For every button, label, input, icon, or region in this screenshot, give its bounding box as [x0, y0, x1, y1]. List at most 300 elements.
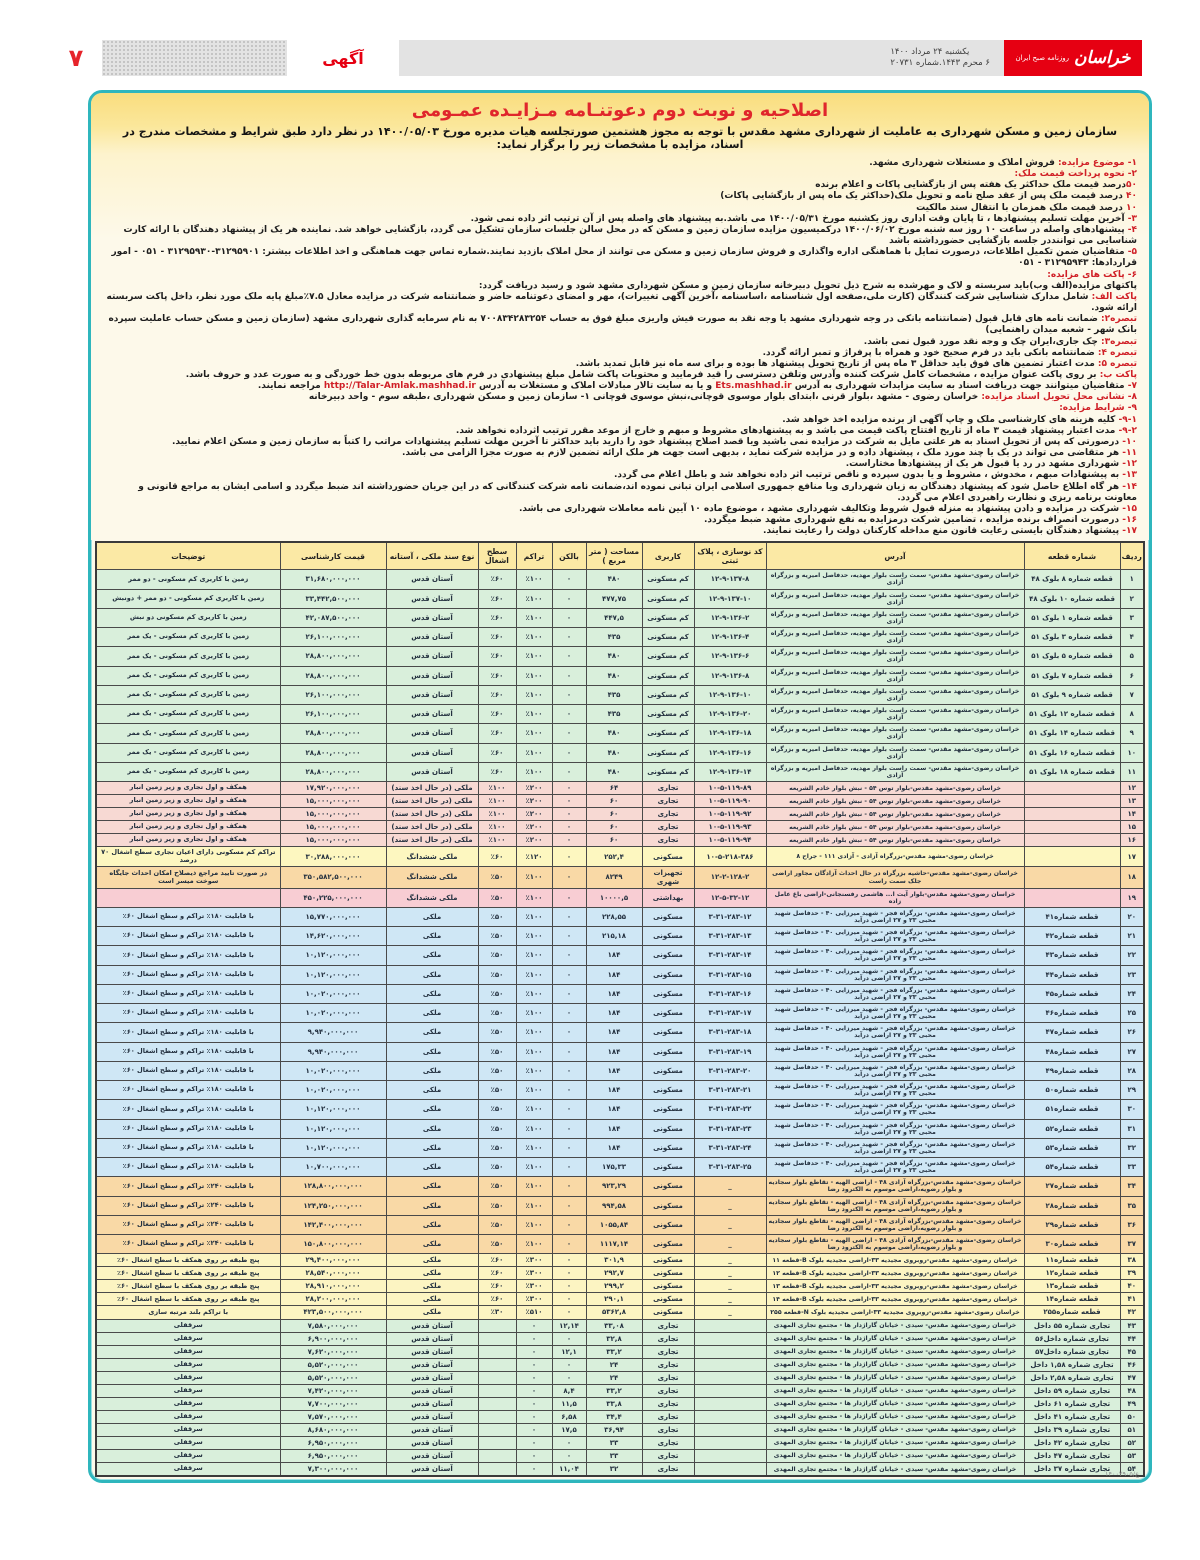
cell-occ: ٪۱۰۰ [478, 834, 516, 847]
cell-code: _ [694, 1306, 766, 1319]
clause-label: ۱۵- [1122, 503, 1137, 514]
cell-code: ۳-۳۱-۲۸۳-۱۷ [694, 1004, 766, 1023]
cell-n: ۵ [1120, 647, 1144, 666]
cell-note: سرقفلی [96, 1332, 280, 1345]
cell-den: ٪۱۰۰ [516, 570, 552, 589]
clause-label: ۱۰- [1122, 436, 1137, 447]
cell-den: ٪۱۰۰ [516, 1196, 552, 1215]
cell-den: ٪۱۰۰ [516, 647, 552, 666]
table-row [96, 1081, 1144, 1100]
cell-addr: خراسان رضوی-مشهد مقدس- سمت راست بلوار مهدیه، حدفاصل امیریه و بزرگراه آزادی [766, 724, 1024, 743]
cell-occ: ٪۵۰ [478, 1004, 516, 1023]
cell-den: ۰ [516, 1384, 552, 1397]
cell-occ: ٪۱۰۰ [478, 795, 516, 808]
cell-den: ٪۱۲۰ [516, 847, 552, 867]
cell-den: ٪۱۰۰ [516, 965, 552, 984]
cell-den: ٪۱۰۰ [516, 762, 552, 781]
cell-area: ۴۸۰ [586, 666, 642, 685]
cell-price: ۱۰,۷۰۰,۰۰۰,۰۰۰ [280, 1158, 386, 1177]
cell-deed: ملکی [386, 1235, 478, 1254]
table-row [96, 762, 1144, 781]
cell-use: کم مسکونی [642, 589, 694, 608]
cell-n: ۱۲ [1120, 782, 1144, 795]
cell-n: ۷ [1120, 685, 1144, 704]
cell-plot [1024, 867, 1120, 888]
cell-balc: ۰ [552, 1138, 586, 1157]
cell-den: ٪۱۰۰ [516, 984, 552, 1003]
cell-note: همکف و اول تجاری و زیر زمین انبار [96, 821, 280, 834]
clause-label: پاکت ب: [1099, 369, 1137, 380]
cell-n: ۶ [1120, 666, 1144, 685]
cell-den: ٪۳۰۰ [516, 1293, 552, 1306]
cell-price: ۷,۵۷۰,۰۰۰,۰۰۰ [280, 1410, 386, 1423]
cell-addr: خراسان رضوی-مشهد مقدس-بزرگراه آزادی - آزادی ۱۱۱ - جراح ۸ [766, 847, 1024, 867]
cell-den: ٪۲۰۰ [516, 834, 552, 847]
header-spacer [399, 40, 876, 76]
cell-area: ۲۹۲,۷ [586, 1267, 642, 1280]
cell-deed: ملکی [386, 1004, 478, 1023]
clause-text: ضمانتنامه بانکی باید در فرم صحیح خود و همراه با پرفراژ و تمبر ارائه گردد. [762, 347, 1098, 358]
cell-use: کم مسکونی [642, 628, 694, 647]
cell-balc: ۰ [552, 1267, 586, 1280]
cell-balc: ۰ [552, 705, 586, 724]
cell-den: ٪۱۰۰ [516, 1215, 552, 1234]
cell-price: ۷,۳۰۰,۰۰۰,۰۰۰ [280, 1463, 386, 1477]
cell-addr: خراسان رضوی-مشهد مقدس- بزرگراه فجر - شهید میرزایی ۴۰ - حدفاصل شهید محبی ۲۳ و ۲۷ اراضی درآبد [766, 1100, 1024, 1119]
cell-occ [478, 1410, 516, 1423]
cell-area: ۳۶,۹۴ [586, 1423, 642, 1436]
cell-code: ۳-۳۱-۲۸۳-۲۵ [694, 1158, 766, 1177]
cell-addr: خراسان رضوی-مشهد مقدس- سمت راست بلوار مهدیه، حدفاصل امیریه و بزرگراه آزادی [766, 570, 1024, 589]
cell-balc: ۰ [552, 1100, 586, 1119]
cell-deed: ملکی [386, 946, 478, 965]
date-issue-block [876, 40, 1004, 76]
cell-price: ۱۰,۱۲۰,۰۰۰,۰۰۰ [280, 946, 386, 965]
cell-plot: قطعه شماره ۷ بلوک ۵۱ [1024, 666, 1120, 685]
cell-den: ۰ [516, 1319, 552, 1332]
cell-price: ۲۸,۸۰۰,۰۰۰,۰۰۰ [280, 666, 386, 685]
cell-occ: ٪۵۰ [478, 1100, 516, 1119]
table-row [96, 1119, 1144, 1138]
cell-occ: ٪۵۰ [478, 1061, 516, 1080]
clause-label: ۲- نحوه پرداخت قیمت ملک: [1014, 169, 1137, 180]
cell-deed: ملکی [386, 1177, 478, 1196]
cell-use: تجاری [642, 1358, 694, 1371]
cell-note: با قابلیت ۲۴۰٪ تراکم و سطح اشغال ۶۰٪ [96, 1235, 280, 1254]
column-header: کاربری [642, 542, 694, 570]
cell-code [694, 1436, 766, 1449]
cell-price: ۳۵۰,۵۸۲,۵۰۰,۰۰۰ [280, 867, 386, 888]
section-label: آگهی [287, 40, 399, 76]
cell-plot: قطعه شماره۵۴ [1024, 1158, 1120, 1177]
cell-area: ۶۴ [586, 782, 642, 795]
cell-note: سرقفلی [96, 1450, 280, 1463]
cell-price: ۲۸,۸۰۰,۰۰۰,۰۰۰ [280, 724, 386, 743]
cell-price: ۳۰,۲۸۸,۰۰۰,۰۰۰ [280, 847, 386, 867]
cell-deed: ملکی [386, 984, 478, 1003]
cell-code: ۳-۳۱-۲۸۳-۱۶ [694, 984, 766, 1003]
cell-n: ۲۷ [1120, 1042, 1144, 1061]
clause-text: خراسان رضوی - مشهد ،بلوار قرنی ،ابتدای بلوار موسوی قوچانی،نبش موسوی قوچانی ۱- سازمان زمین و مسکن شهرداری ،طبقه سوم - واحد دبیرخانه [308, 392, 982, 403]
cell-area: ۴۸۰ [586, 647, 642, 666]
cell-balc: ۰ [552, 1023, 586, 1042]
cell-use: مسکونی [642, 1023, 694, 1042]
cell-use: مسکونی [642, 1081, 694, 1100]
cell-area: ۶۰ [586, 808, 642, 821]
cell-occ: ٪۵۰ [478, 946, 516, 965]
cell-area: ۲۵۲,۴ [586, 847, 642, 867]
cell-price: ۱۰,۰۲۰,۰۰۰,۰۰۰ [280, 1004, 386, 1023]
cell-note: با قابلیت ۲۴۰٪ تراکم و سطح اشغال ۶۰٪ [96, 1215, 280, 1234]
clause-label: ۱۷- [1122, 526, 1137, 537]
cell-den: ٪۱۰۰ [516, 888, 552, 907]
cell-plot: تجاری شماره ۵۹ داخل [1024, 1384, 1120, 1397]
cell-addr: خراسان رضوی-مشهد مقدس- بزرگراه فجر - شهید میرزایی ۴۰ - حدفاصل شهید محبی ۲۳ و ۲۷ اراضی درآبد [766, 1061, 1024, 1080]
table-row [96, 808, 1144, 821]
cell-use: کم مسکونی [642, 762, 694, 781]
table-row [96, 795, 1144, 808]
cell-addr: خراسان رضوی-مشهد مقدس- بزرگراه فجر - شهید میرزایی ۴۰ - حدفاصل شهید محبی ۲۳ و ۲۷ اراضی درآبد [766, 1138, 1024, 1157]
cell-occ [478, 1384, 516, 1397]
clause-text: درصورت انصراف برنده مزایده ، تضامین شرکت درمزایده به نفع شهرداری مشهد ضبط میگردد. [704, 515, 1123, 525]
clause-label: Ets.mashhad.ir [715, 381, 792, 392]
cell-balc: ۰ [552, 907, 586, 926]
dotted-pattern [102, 40, 287, 76]
cell-code: ۱۰-۵-۱۱۹-۹۳ [694, 821, 766, 834]
cell-area: ۱۸۴ [586, 1042, 642, 1061]
cell-note: پنج طبقه بر روی همکف با سطح اشغال ۶۰٪ [96, 1254, 280, 1267]
cell-n: ۱۵ [1120, 821, 1144, 834]
cell-price: ۵,۵۲۰,۰۰۰,۰۰۰ [280, 1371, 386, 1384]
cell-occ: ٪۱۰۰ [478, 821, 516, 834]
cell-use: مسکونی [642, 1138, 694, 1157]
cell-den: ٪۲۰۰ [516, 795, 552, 808]
cell-price: ۲۶,۱۰۰,۰۰۰,۰۰۰ [280, 705, 386, 724]
table-row [96, 1450, 1144, 1463]
cell-balc: ۰ [552, 1004, 586, 1023]
cell-area: ۱۷۵,۳۳ [586, 1158, 642, 1177]
cell-plot: قطعه شماره۱۴ [1024, 1293, 1120, 1306]
cell-area: ۱۸۴ [586, 1081, 642, 1100]
cell-area: ۸۲۴۹ [586, 867, 642, 888]
cell-den: ۰ [516, 1332, 552, 1345]
cell-use: کم مسکونی [642, 705, 694, 724]
cell-code: _ [694, 1254, 766, 1267]
cell-n: ۳۴ [1120, 1177, 1144, 1196]
column-header: نوع سند ملکی ، آستانه [386, 542, 478, 570]
cell-balc: ۰ [552, 589, 586, 608]
clause-text: شهرداری مشهد در رد یا قبول هر یک از پیشنهادها مختاراست. [845, 459, 1123, 470]
cell-use: مسکونی [642, 1042, 694, 1061]
cell-plot: تجاری شماره ۳۷ داخل [1024, 1463, 1120, 1477]
cell-price: ۲۸,۹۱۰,۰۰۰,۰۰۰ [280, 1280, 386, 1293]
cell-balc: ۰ [552, 1119, 586, 1138]
cell-plot: تجاری شماره داخل۵۷ [1024, 1345, 1120, 1358]
clause-text: ضمانت نامه های قابل قبول (ضمانتنامه بانکی در وجه شهرداری مشهد یا وجه نقد به صورت فیش واریزی مبلغ فوق به حساب ۷۰۰۸۳۴۲۸۳۲۵۴ به نام سرمایه گذاری شهرداری مشهد (سازمان زمین و مسکن حساب عاملیت سپرده بانک شهر - شعبه میدان راهنمایی) [108, 314, 1137, 336]
table-row [96, 1267, 1144, 1280]
table-row [96, 1332, 1144, 1345]
cell-den: ٪۱۰۰ [516, 1042, 552, 1061]
cell-note: سرقفلی [96, 1319, 280, 1332]
cell-code [694, 1463, 766, 1477]
cell-addr: خراسان رضوی-مشهد مقدس- سیدی - خیابان گاراژدار ها - مجتمع تجاری المهدی [766, 1436, 1024, 1449]
cell-note: سرقفلی [96, 1410, 280, 1423]
cell-n: ۱۱ [1120, 762, 1144, 781]
cell-plot: قطعه شماره ۵ بلوک ۵۱ [1024, 647, 1120, 666]
cell-den: ٪۲۰۰ [516, 808, 552, 821]
cell-use: تجاری [642, 1319, 694, 1332]
cell-balc: ۰ [552, 666, 586, 685]
clause-line [103, 180, 1137, 191]
cell-occ: ٪۵۰ [478, 1081, 516, 1100]
cell-price: ۱۵۰,۸۰۰,۰۰۰,۰۰۰ [280, 1235, 386, 1254]
cell-addr: خراسان رضوی-مشهد مقدس-بزرگراه آزادی ۴۸ - اراضی الهیه - تقاطع بلوار سجادیه و بلوار رضویه،اراضی موسوم به الکترود رضا [766, 1215, 1024, 1234]
cell-deed: ملکی [386, 1158, 478, 1177]
cell-n: ۴۹ [1120, 1397, 1144, 1410]
cell-price: ۴۵۰,۲۲۵,۰۰۰,۰۰۰ [280, 888, 386, 907]
cell-den: ٪۱۰۰ [516, 1023, 552, 1042]
clause-line [103, 214, 1137, 225]
clause-line [103, 292, 1137, 314]
cell-plot: قطعه شماره ۸ بلوک ۴۸ [1024, 570, 1120, 589]
cell-price: ۲۸,۲۰۰,۰۰۰,۰۰۰ [280, 1293, 386, 1306]
clause-label: ۷- [1127, 381, 1137, 392]
clause-label: ۱۳- [1122, 470, 1137, 481]
cell-plot: قطعه شماره۱۱ [1024, 1254, 1120, 1267]
cell-addr: خراسان رضوی-مشهد مقدس- سیدی - خیابان گاراژدار ها - مجتمع تجاری المهدی [766, 1410, 1024, 1423]
clause-line [103, 415, 1137, 426]
cell-deed: ملکی (در حال اخذ سند) [386, 808, 478, 821]
cell-den: ٪۵۱۰ [516, 1306, 552, 1319]
table-row [96, 1235, 1144, 1254]
cell-area: ۱۱۱۷,۱۴ [586, 1235, 642, 1254]
cell-plot: قطعه شماره۴۱ [1024, 907, 1120, 926]
cell-code: ۱۲-۹-۱۳۶-۱۴ [694, 762, 766, 781]
clause-label: ۱- موضوع مزایده: [1058, 158, 1137, 168]
clause-line [103, 169, 1137, 180]
cell-use: کم مسکونی [642, 724, 694, 743]
cell-note: با قابلیت ۱۸۰٪ تراکم و سطح اشغال ۶۰٪ [96, 927, 280, 946]
cell-note: با قابلیت ۱۸۰٪ تراکم و سطح اشغال ۶۰٪ [96, 984, 280, 1003]
cell-occ: ٪۶۰ [478, 647, 516, 666]
cell-balc: ۰ [552, 1215, 586, 1234]
cell-occ [478, 1345, 516, 1358]
cell-balc: ۰ [552, 1358, 586, 1371]
cell-balc: ۰ [552, 762, 586, 781]
cell-den: ٪۱۰۰ [516, 1100, 552, 1119]
clause-text: مدت اعتبار پیشنهاد قیمت ۳ ماه از تاریخ افتتاح پاکت قیمت می باشد و به پیشنهادهای مشروط و مبهم و خارج از موعد مقرر ترتیب اثرداده نخواهد شد. [455, 425, 1119, 436]
clause-label: ۵۰ [1126, 180, 1137, 191]
cell-plot: تجاری شماره ۵۵ داخل [1024, 1319, 1120, 1332]
cell-den: ٪۱۰۰ [516, 1235, 552, 1254]
clause-label: تبصره ۴: [1097, 347, 1137, 358]
table-row [96, 1319, 1144, 1332]
cell-note: با قابلیت ۱۸۰٪ تراکم و سطح اشغال ۶۰٪ [96, 1158, 280, 1177]
clause-text: درصد قیمت ملک همزمان با انتقال سند مالکیت [916, 202, 1126, 213]
cell-price: ۲۸,۸۰۰,۰۰۰,۰۰۰ [280, 647, 386, 666]
cell-deed: آستان قدس [386, 1450, 478, 1463]
ad-serial-code: ع/۱۴۰۰۲۹۰۵ [1104, 1470, 1139, 1479]
cell-deed: آستان قدس [386, 1463, 478, 1477]
cell-use: مسکونی [642, 946, 694, 965]
cell-plot: تجاری شماره ۳۹ داخل [1024, 1423, 1120, 1436]
cell-price: ۱۵,۰۰۰,۰۰۰,۰۰۰ [280, 834, 386, 847]
cell-deed: ملکی [386, 1081, 478, 1100]
cell-price: ۹,۹۴۰,۰۰۰,۰۰۰ [280, 1023, 386, 1042]
cell-occ: ٪۶۰ [478, 628, 516, 647]
cell-occ [478, 1450, 516, 1463]
cell-den: ٪۱۰۰ [516, 628, 552, 647]
cell-addr: خراسان رضوی-مشهد مقدس- بزرگراه فجر - شهید میرزایی ۴۰ - حدفاصل شهید محبی ۲۳ و ۲۷ اراضی درآبد [766, 1158, 1024, 1177]
cell-addr: خراسان رضوی-مشهد مقدس-روبروی مجیدیه ۳۳-اراضی مجیدیه بلوک B-قطعه ۱۴ [766, 1293, 1024, 1306]
cell-plot: قطعه شماره۵۱ [1024, 1100, 1120, 1119]
cell-deed: آستان قدس [386, 705, 478, 724]
cell-price: ۱۴,۶۲۰,۰۰۰,۰۰۰ [280, 927, 386, 946]
cell-n: ۱۰ [1120, 743, 1144, 762]
cell-use: تجاری [642, 1371, 694, 1384]
table-header [96, 542, 1144, 570]
cell-use: مسکونی [642, 1177, 694, 1196]
cell-deed: ملکی [386, 1293, 478, 1306]
cell-plot: قطعه شماره ۱۴ بلوک ۵۱ [1024, 724, 1120, 743]
cell-price: ۷,۷۰۰,۰۰۰,۰۰۰ [280, 1397, 386, 1410]
cell-addr: خراسان رضوی-مشهد مقدس-روبروی مجیدیه ۳۳-اراضی مجیدیه بلوک B-قطعه ۱۱ [766, 1254, 1024, 1267]
cell-addr: خراسان رضوی-مشهد مقدس- بزرگراه فجر - شهید میرزایی ۴۰ - حدفاصل شهید محبی ۲۳ و ۲۷ اراضی درآبد [766, 946, 1024, 965]
cell-plot [1024, 782, 1120, 795]
cell-plot: قطعه شماره۱۳ [1024, 1280, 1120, 1293]
cell-use: مسکونی [642, 907, 694, 926]
cell-price: ۹,۹۴۰,۰۰۰,۰۰۰ [280, 1042, 386, 1061]
cell-note: همکف و اول تجاری و زیر زمین انبار [96, 808, 280, 821]
cell-addr: خراسان رضوی-مشهد مقدس- بزرگراه فجر - شهید میرزایی ۴۰ - حدفاصل شهید محبی ۲۳ و ۲۷ اراضی درآبد [766, 965, 1024, 984]
cell-occ: ٪۱۰۰ [478, 808, 516, 821]
cell-code [694, 1371, 766, 1384]
clause-line [103, 314, 1137, 336]
cell-occ: ٪۶۰ [478, 570, 516, 589]
cell-price: ۱۵,۷۷۰,۰۰۰,۰۰۰ [280, 907, 386, 926]
cell-plot [1024, 888, 1120, 907]
clause-text: بر روی پاکت عنوان مزایده ، مشخصات کامل شرکت کننده وآدرس وتلفن دسترسی را قید فرمایید و محتویات پاکت شامل مبلغ پیشنهادی در فرم های مربوطه بدون خط خوردگی و به صورت عدد و حروف باشد. [185, 369, 1100, 380]
cell-deed: ملکی [386, 1100, 478, 1119]
cell-area: ۲۴ [586, 1358, 642, 1371]
cell-price: ۳۳,۴۴۲,۵۰۰,۰۰۰ [280, 589, 386, 608]
column-header: تراکم [516, 542, 552, 570]
cell-deed: آستان قدس [386, 1332, 478, 1345]
column-header: آدرس [766, 542, 1024, 570]
cell-addr: خراسان رضوی-مشهد مقدس- سمت راست بلوار مهدیه، حدفاصل امیریه و بزرگراه آزادی [766, 647, 1024, 666]
cell-den: ٪۱۰۰ [516, 1004, 552, 1023]
cell-addr: خراسان رضوی-مشهد مقدس- بزرگراه فجر - شهید میرزایی ۴۰ - حدفاصل شهید محبی ۲۳ و ۲۷ اراضی درآبد [766, 1023, 1024, 1042]
cell-note: با قابلیت ۱۸۰٪ تراکم و سطح اشغال ۶۰٪ [96, 1119, 280, 1138]
cell-note: پنج طبقه بر روی همکف با سطح اشغال ۶۰٪ [96, 1280, 280, 1293]
cell-note: با قابلیت ۱۸۰٪ تراکم و سطح اشغال ۶۰٪ [96, 1004, 280, 1023]
cell-plot: قطعه شماره۴۲ [1024, 927, 1120, 946]
cell-addr: خراسان رضوی-مشهد مقدس-روبروی مجیدیه ۳۳-اراضی مجیدیه بلوک N-قطعه ۲۵۵ [766, 1306, 1024, 1319]
cell-addr: خراسان رضوی-مشهد مقدس-حاشیه بزرگراه در حال احداث آزادگان مجاور اراضی جلک سمت راست [766, 867, 1024, 888]
cell-code: ۱۲-۹-۱۳۷-۱۰ [694, 589, 766, 608]
clause-line [103, 526, 1137, 537]
cell-deed: ملکی [386, 1280, 478, 1293]
cell-use: مسکونی [642, 1215, 694, 1234]
cell-plot: قطعه شماره۵۲ [1024, 1119, 1120, 1138]
clause-text: هر متقاضی می تواند در یک یا چند مورد ملک ، پیشنهاد داده و در مزایده شرکت نماید ، بدیهی است جهت هر ملک ارائه تضمین لازم به صورت مجزا الزامی می باشد. [402, 448, 1123, 459]
cell-n: ۳۰ [1120, 1100, 1144, 1119]
cell-den: ٪۱۰۰ [516, 608, 552, 627]
cell-n: ۲۳ [1120, 965, 1144, 984]
table-row [96, 705, 1144, 724]
cell-deed: آستان قدس [386, 1410, 478, 1423]
cell-balc: ۰ [552, 1235, 586, 1254]
cell-use: مسکونی [642, 1004, 694, 1023]
cell-den: ۰ [516, 1397, 552, 1410]
table-row [96, 1100, 1144, 1119]
cell-area: ۲۱۵,۱۸ [586, 927, 642, 946]
cell-note: زمین با کاربری کم مسکونی - یک ممر [96, 647, 280, 666]
cell-addr: خراسان رضوی-مشهد مقدس- سیدی - خیابان گاراژدار ها - مجتمع تجاری المهدی [766, 1423, 1024, 1436]
cell-deed: ملکی [386, 965, 478, 984]
cell-deed: آستان قدس [386, 1358, 478, 1371]
cell-addr: خراسان رضوی-مشهد مقدس- سیدی - خیابان گاراژدار ها - مجتمع تجاری المهدی [766, 1345, 1024, 1358]
cell-area: ۲۲۸,۵۵ [586, 907, 642, 926]
cell-price: ۱۰,۱۲۰,۰۰۰,۰۰۰ [280, 965, 386, 984]
cell-note: با قابلیت ۱۸۰٪ تراکم و سطح اشغال ۶۰٪ [96, 1100, 280, 1119]
cell-note: با قابلیت ۲۴۰٪ تراکم و سطح اشغال ۶۰٪ [96, 1196, 280, 1215]
cell-area: ۴۸۰ [586, 762, 642, 781]
cell-deed: ملکی ششدانگ [386, 867, 478, 888]
cell-use: تجهیزات شهری [642, 867, 694, 888]
cell-price: ۱۵,۰۰۰,۰۰۰,۰۰۰ [280, 821, 386, 834]
cell-use: تجاری [642, 1345, 694, 1358]
table-row [96, 1293, 1144, 1306]
clause-label: ۱۲- [1122, 459, 1137, 470]
table-row [96, 685, 1144, 704]
cell-use: کم مسکونی [642, 685, 694, 704]
cell-n: ۱ [1120, 570, 1144, 589]
clause-line [103, 381, 1137, 392]
cell-note: سرقفلی [96, 1345, 280, 1358]
clause-line [103, 191, 1137, 202]
table-row [96, 608, 1144, 627]
cell-plot: تجاری شماره ۱,۵۸ داخل [1024, 1358, 1120, 1371]
cell-note: پنج طبقه بر روی همکف با سطح اشغال ۶۰٪ [96, 1293, 280, 1306]
clause-label: ۱۱- [1122, 448, 1137, 459]
cell-plot: تجاری شماره ۶۱ داخل [1024, 1397, 1120, 1410]
cell-occ: ٪۶۰ [478, 666, 516, 685]
cell-occ: ٪۵۰ [478, 1119, 516, 1138]
cell-addr: خراسان رضوی-مشهد مقدس- سیدی - خیابان گاراژدار ها - مجتمع تجاری المهدی [766, 1371, 1024, 1384]
cell-deed: ملکی [386, 907, 478, 926]
clause-line [103, 158, 1137, 169]
cell-n: ۱۹ [1120, 888, 1144, 907]
cell-code: ۱۰-۵-۱۱۹-۹۰ [694, 795, 766, 808]
clause-label: ۱۰ [1126, 202, 1137, 213]
table-row [96, 1345, 1144, 1358]
cell-den: ٪۱۰۰ [516, 1061, 552, 1080]
cell-n: ۲۱ [1120, 927, 1144, 946]
cell-code: _ [694, 1235, 766, 1254]
cell-den: ٪۱۰۰ [516, 1158, 552, 1177]
cell-deed: ملکی ششدانگ [386, 888, 478, 907]
table-row [96, 647, 1144, 666]
cell-n: ۴۱ [1120, 1293, 1144, 1306]
cell-deed: ملکی [386, 927, 478, 946]
cell-area: ۵۳۶۲,۸ [586, 1306, 642, 1319]
cell-plot: قطعه شماره ۱۸ بلوک ۵۱ [1024, 762, 1120, 781]
cell-balc: ۰ [552, 867, 586, 888]
clause-text: چک جاری،ایران چک و وجه نقد مورد قبول نمی باشد. [863, 336, 1102, 347]
cell-balc: ۰ [552, 782, 586, 795]
cell-deed: ملکی [386, 1042, 478, 1061]
